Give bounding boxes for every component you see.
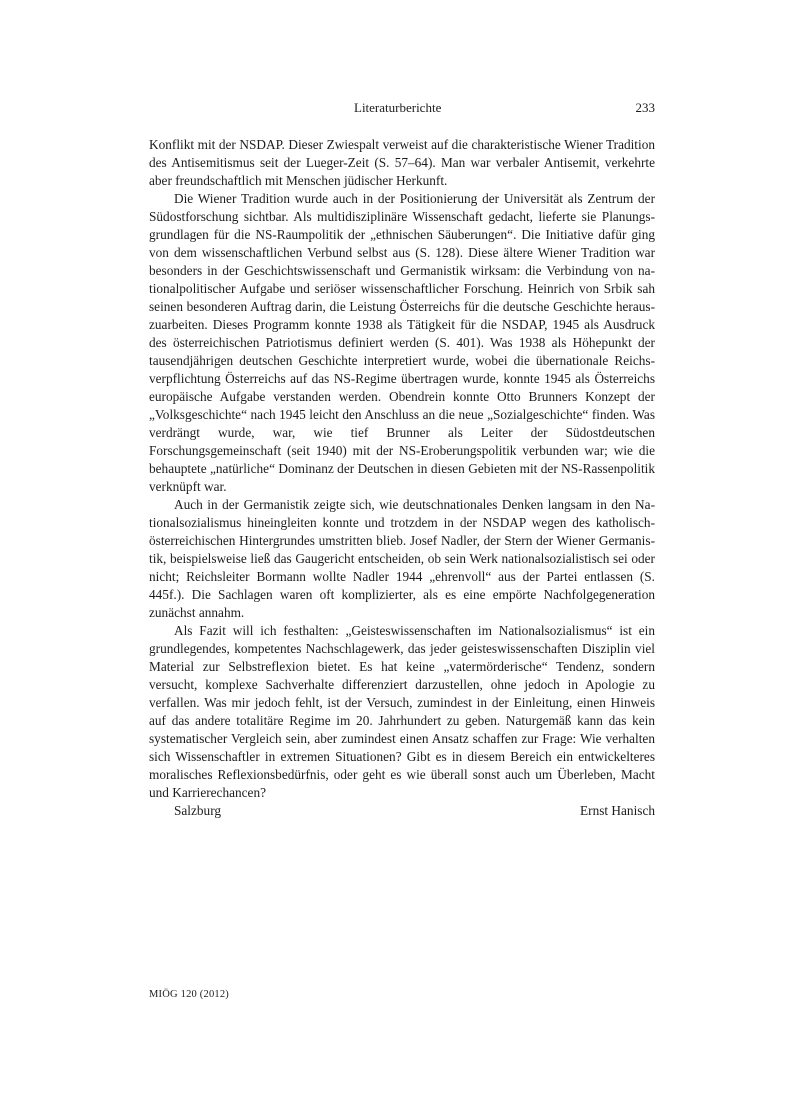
paragraph-3: Auch in der Germanistik zeigte sich, wie deutschnationales Denken langsam in den Nationalsozialismus hineingleiten konnte und trotzdem in der NSDAP wegen des katholisch-österreichischen Hintergrundes umstritten blieb. Josef Nadler, der Stern der Wiener Germanistik, beispielsweise ließ das Gaugericht entscheiden, ob sein Werk nationalsozialistisch sei oder nicht; Reichsleiter Bormann wollte Nadler 1944 „ehrenvoll“ aus der Partei entlassen (S. 445f.). Die Sachlagen waren oft komplizierter, als es eine empörte Nachfolgegeneration zunächst annahm. (149, 497, 655, 620)
signature-place: Salzburg (174, 803, 222, 818)
paragraph-1: Konflikt mit der NSDAP. Dieser Zwiespalt verweist auf die charakteristische Wiener Tradition des Antisemitismus seit der Lueger-Zeit (S. 57–64). Man war verbaler Antisemit, verkehrte aber freundschaftlich mit Menschen jüdischer Herkunft. (149, 137, 655, 188)
review-body (149, 136, 655, 820)
signature-author: Ernst Hanisch (580, 803, 655, 818)
paragraph-2: Die Wiener Tradition wurde auch in der Positionierung der Universität als Zentrum der Südostforschung sichtbar. Als multidisziplinäre Wissenschaft gedacht, lieferte sie Planungsgrundlagen für die NS-Raumpolitik der „ethnischen Säuberungen“. Die Initiative dafür ging von dem wissenschaftlichen Verbund selbst aus (S. 128). Diese ältere Wiener Tradition war besonders in der Geschichtswissenschaft und Germanistik wirksam: die Verbindung von nationalpolitischer Aufgabe und seriöser wissenschaftlicher Forschung. Heinrich von Srbik sah seinen besonderen Auftrag darin, die Leistung Österreichs für die deutsche Geschichte herauszuarbeiten. Dieses Programm konnte 1938 als Tätigkeit für die NSDAP, 1945 als Ausdruck des österreichischen Patriotismus definiert werden (S. 401). Was 1938 als Höhepunkt der tausendjährigen deutschen Geschichte interpretiert wurde, wobei die übernationale Reichsverpflichtung Österreichs auf das NS-Regime übertragen wurde, konnte 1945 als Österreichs europäische Aufgabe verstanden werden. Obendrein konnte Otto Brunners Konzept der „Volksgeschichte“ nach 1945 leicht den Anschluss an die neue „Sozialgeschichte“ finden. Was verdrängt wurde, war, wie tief Brunner als Leiter der Südostdeutschen Forschungsgemeinschaft (seit 1940) mit der NS-Eroberungspolitik verbunden war; wie die behauptete „natürliche“ Dominanz der Deutschen in diesen Gebieten mit der NS-Rassenpolitik verknüpft war. (149, 191, 655, 494)
paragraph-4: Als Fazit will ich festhalten: „Geisteswissenschaften im Nationalsozialismus“ ist ein grundlegendes, kompetentes Nachschlagewerk, das jeder geisteswissenschaften Disziplin viel Material zur Selbstreflexion bietet. Es hat keine „vatermörderische“ Tendenz, sondern versucht, komplexe Sachverhalte differenziert darzustellen, ohne jedoch in Apologie zu verfallen. Was mir jedoch fehlt, ist der Versuch, zumindest in der Einleitung, einen Hinweis auf das andere totalitäre Regime im 20. Jahrhundert zu geben. Naturgemäß kann das kein systematischer Vergleich sein, aber zumindest einen Ansatz schaffen zur Frage: Wie verhalten sich Wissenschaftler in extremen Situationen? Gibt es in diesem Bereich ein entwickelteres moralisches Reflexionsbedürfnis, oder geht es wie überall sonst auch um Überleben, Macht und Karrierechancen? (149, 623, 655, 800)
running-title: Literaturberichte (354, 100, 442, 115)
signature-line (149, 802, 655, 820)
page-number: 233 (635, 100, 655, 115)
journal-footer: MIÖG 120 (2012) (149, 989, 229, 1000)
